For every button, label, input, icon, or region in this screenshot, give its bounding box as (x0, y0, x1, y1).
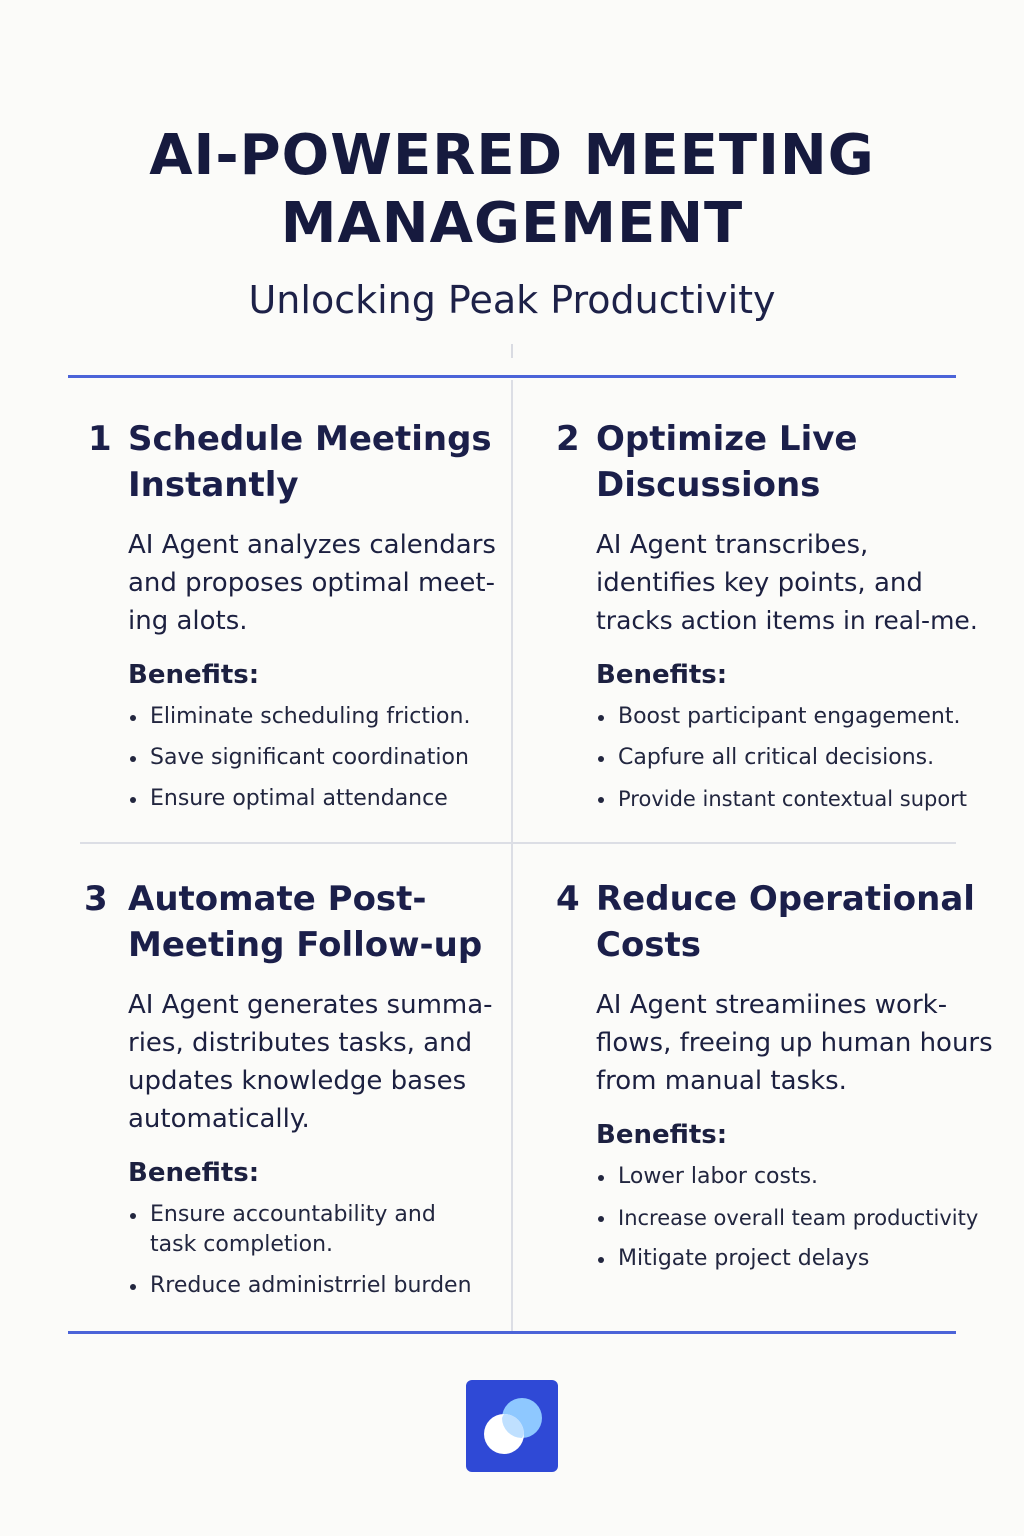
card-description-line: ries, distributes tasks, and (128, 1028, 473, 1058)
card-heading-line: Discussions (596, 465, 821, 505)
card-description-line: ing alots. (128, 606, 248, 636)
overlapping-circles-logo-icon (466, 1380, 558, 1472)
card-number: 4 (556, 879, 580, 919)
card-header (88, 416, 498, 508)
card-heading-line: Automate Post- (128, 879, 427, 919)
list-item (596, 784, 996, 814)
card-heading (128, 876, 498, 968)
list-item-text: Lower labor costs. (618, 1164, 819, 1189)
card-heading-line: Schedule Meetings (128, 419, 492, 459)
card-heading (596, 876, 996, 968)
card-description (128, 986, 498, 1138)
page-title-line-1: AI-POWERED MEETING (149, 123, 875, 188)
list-item (596, 743, 996, 773)
card-description-line: AI Agent streamiines work- (596, 990, 948, 1020)
list-item-text: Eliminate scheduling friction. (150, 704, 471, 729)
list-item-text: Ensure accountability and (150, 1202, 436, 1227)
card-description-line: AI Agent generates summa- (128, 990, 493, 1020)
card-description-line: from manual tasks. (596, 1066, 847, 1096)
card-number: 2 (556, 419, 580, 459)
page-title-line-2: MANAGEMENT (280, 191, 744, 256)
card-description (596, 526, 996, 640)
list-item (596, 1203, 996, 1233)
list-item-text: Ensure optimal attendance (150, 786, 448, 811)
card-heading-line: Meeting Follow-up (128, 925, 483, 965)
list-item (128, 1200, 498, 1260)
card-description-line: AI Agent analyzes calendars (128, 530, 496, 560)
feature-card-reduce-costs (556, 876, 996, 1285)
benefits-label: Benefits: (596, 660, 728, 690)
list-item-text: Rreduce administrriel burden (150, 1273, 472, 1298)
feature-card-schedule (88, 416, 498, 825)
top-accent-rule (68, 375, 956, 378)
card-heading-line: Optimize Live (596, 419, 858, 459)
card-heading-line: Instantly (128, 465, 299, 505)
vertical-divider (511, 380, 513, 1332)
card-description-line: updates knowledge bases (128, 1066, 467, 1096)
benefits-label: Benefits: (128, 660, 260, 690)
benefits-list (596, 702, 996, 814)
card-description (596, 986, 996, 1100)
card-heading (128, 416, 498, 508)
list-item (128, 702, 498, 732)
card-number: 1 (88, 419, 112, 459)
list-item (596, 1162, 996, 1192)
list-item-text: Capfure all critical decisions. (618, 745, 935, 770)
bottom-accent-rule (68, 1331, 956, 1334)
card-description-line: flows, freeing up human hours (596, 1028, 993, 1058)
feature-card-follow-up (84, 876, 498, 1312)
card-heading-line: Reduce Operational (596, 879, 975, 919)
card-description-line: automatically. (128, 1104, 310, 1134)
page-subtitle: Unlocking Peak Productivity (248, 278, 776, 322)
list-item (596, 1244, 996, 1274)
feature-card-live-discussions (556, 416, 996, 825)
benefits-label: Benefits: (128, 1158, 260, 1188)
benefits-list (128, 702, 498, 814)
card-description-line: AI Agent transcribes, (596, 530, 869, 560)
card-description (128, 526, 498, 640)
card-heading (596, 416, 996, 508)
list-item-text: Save significant coordination (150, 745, 469, 770)
card-description-line: and proposes optimal meet- (128, 568, 495, 598)
list-item (128, 743, 498, 773)
list-item (128, 1271, 498, 1301)
center-tick-mark (511, 344, 513, 358)
benefits-list (596, 1162, 996, 1274)
list-item-text: task completion. (150, 1232, 334, 1257)
list-item-text: Mitigate project delays (618, 1246, 870, 1271)
horizontal-divider (80, 842, 956, 844)
list-item-text: Increase overall team productivity (618, 1206, 979, 1230)
brand-logo (466, 1380, 558, 1472)
card-description-line: identifies key points, and (596, 568, 923, 598)
benefits-list (128, 1200, 498, 1301)
benefits-label: Benefits: (596, 1120, 728, 1150)
list-item (596, 702, 996, 732)
card-heading-line: Costs (596, 925, 702, 965)
card-description-line: tracks action items in real-me. (596, 606, 978, 635)
card-header (84, 876, 498, 968)
card-number: 3 (84, 879, 108, 919)
card-header (556, 416, 996, 508)
list-item (128, 784, 498, 814)
list-item-text: Provide instant contextual suport (618, 787, 968, 811)
list-item-text: Boost participant engagement. (618, 704, 961, 729)
card-header (556, 876, 996, 968)
page-title (0, 122, 1024, 258)
